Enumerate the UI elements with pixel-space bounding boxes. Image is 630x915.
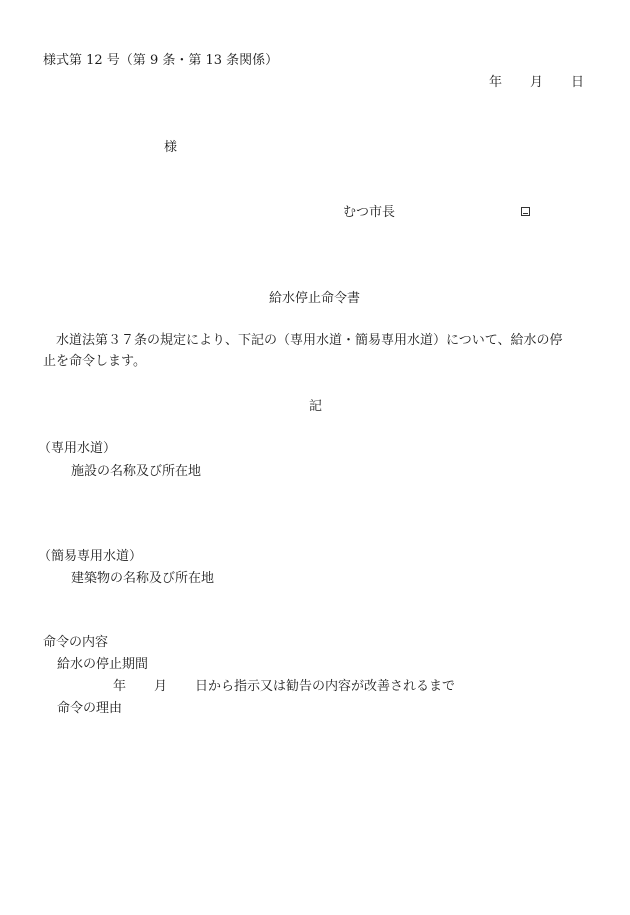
body-line-1: 水道法第３７条の規定により、下記の（専用水道・簡易専用水道）について、給水の停 [43, 333, 563, 348]
addressee-honorific: 様 [164, 140, 178, 155]
seal-mark [521, 207, 530, 216]
date-day: 日 [571, 75, 585, 90]
ki-mark: 記 [309, 399, 323, 414]
period-month: 月 [154, 679, 168, 694]
date-year: 年 [489, 75, 503, 90]
date-month: 月 [530, 75, 544, 90]
document-title: 給水停止命令書 [269, 291, 361, 306]
dedicated-heading: （専用水道） [38, 441, 117, 456]
suspension-period-label: 給水の停止期間 [57, 657, 149, 672]
period-rest: 日から指示又は勧告の内容が改善されるまで [195, 679, 456, 694]
reason-label: 命令の理由 [57, 701, 123, 716]
simple-item: 建築物の名称及び所在地 [71, 571, 215, 586]
body-line-2: 止を命令します。 [43, 354, 146, 369]
form-number: 様式第 12 号（第 9 条・第 13 条関係） [43, 53, 279, 68]
order-heading: 命令の内容 [43, 635, 109, 650]
body-text [43, 330, 591, 372]
dedicated-item: 施設の名称及び所在地 [71, 464, 202, 479]
issuer-title: むつ市長 [343, 205, 396, 220]
period-year: 年 [113, 679, 127, 694]
simple-heading: （簡易専用水道） [38, 549, 143, 564]
